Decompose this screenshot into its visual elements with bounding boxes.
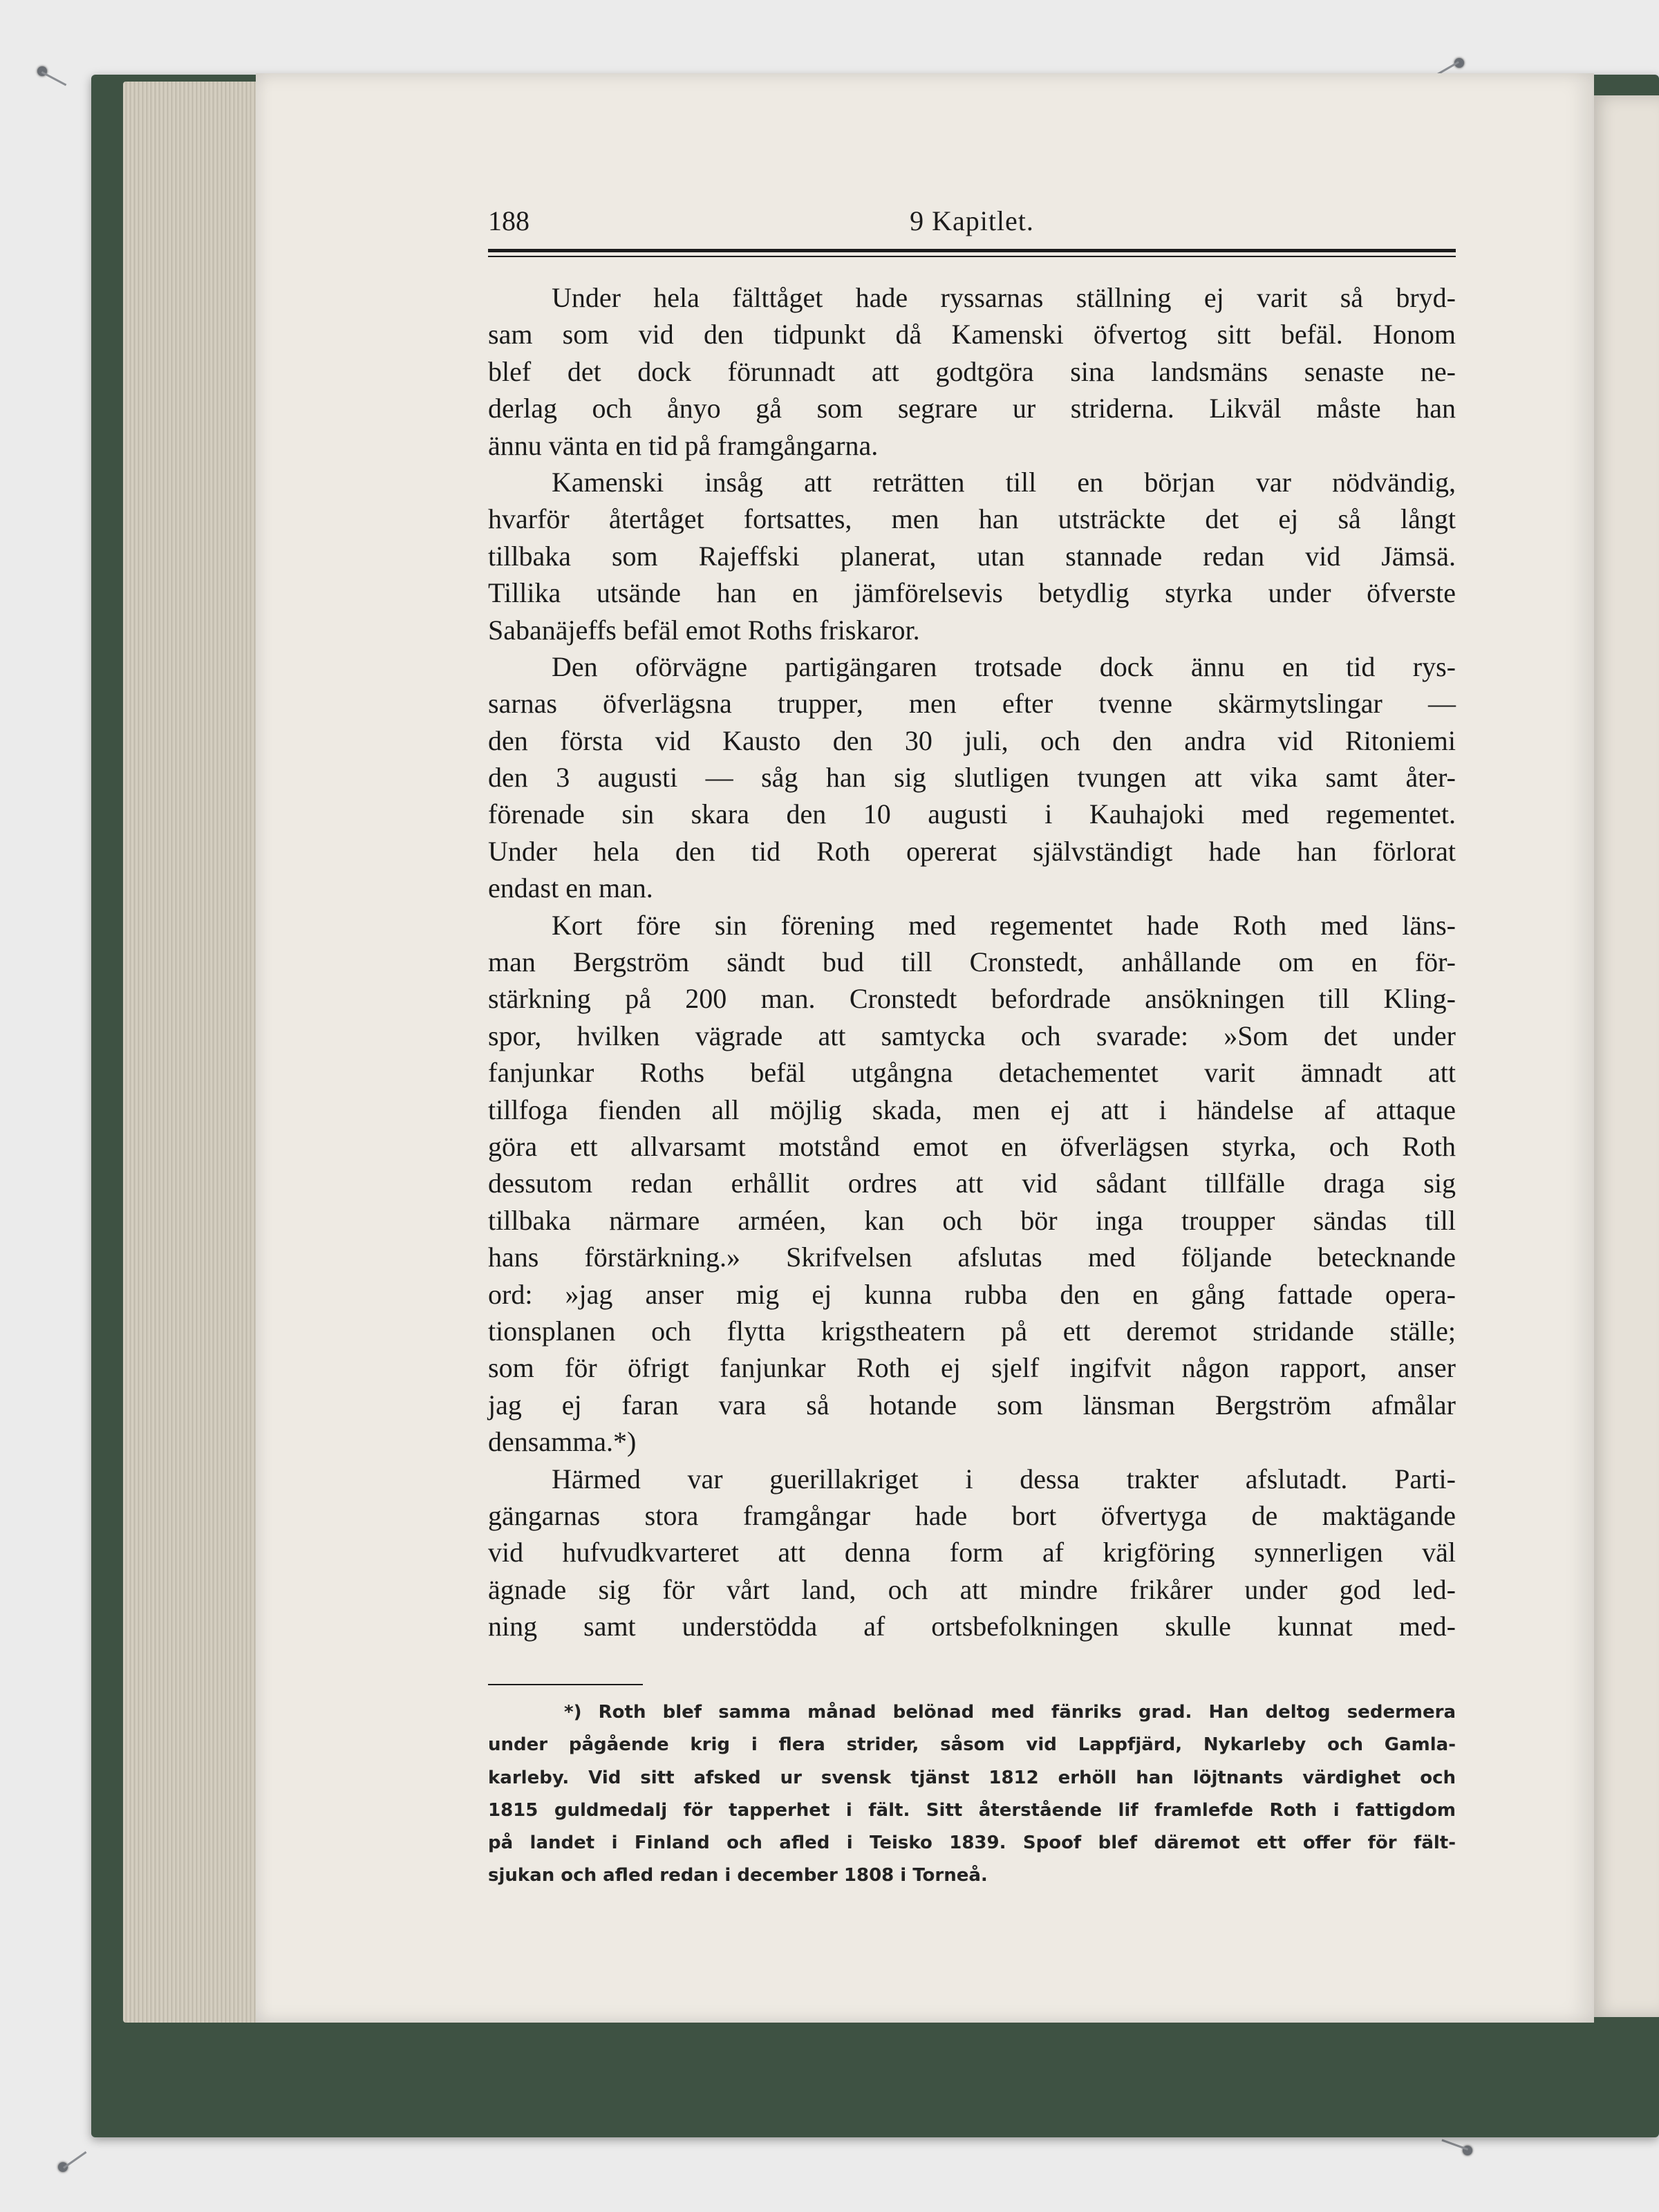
text-line: blef det dock förunnadt att godtgöra sina landsmäns senaste ne- xyxy=(488,355,1456,387)
text-line: som för öfrigt fanjunkar Roth ej sjelf ingifvit någon rapport, anser xyxy=(488,1352,1456,1384)
page-number: 188 xyxy=(488,205,529,236)
text-line: den första vid Kausto den 30 juli, och den andra vid Ritoniemi xyxy=(488,724,1456,756)
text-line: den 3 augusti — såg han sig slutligen tvungen att vika samt åter- xyxy=(488,762,1456,794)
text-line: sam som vid den tidpunkt då Kamenski öfvertog sitt befäl. Honom xyxy=(488,319,1456,350)
footnote-rule xyxy=(488,1684,643,1685)
text-line: vid hufvudkvarteret att denna form af krigföring synnerligen väl xyxy=(488,1537,1456,1568)
footnote-line: *) Roth blef samma månad belönad med fänriks grad. Han deltog sedermera xyxy=(564,1702,1456,1723)
text-line: ord: »jag anser mig ej kunna rubba den en gång fattade opera- xyxy=(488,1278,1456,1310)
text-line: tionsplanen och flytta krigstheatern på ett deremot stridande ställe; xyxy=(488,1315,1456,1347)
text-line: densamma.*) xyxy=(488,1426,637,1458)
pushpin-icon xyxy=(58,2162,68,2172)
header-rule xyxy=(488,249,1456,257)
text-line: tillbaka som Rajeffski planerat, utan stannade redan vid Jämsä. xyxy=(488,540,1456,572)
text-line: jag ej faran vara så hotande som länsman Bergström afmålar xyxy=(488,1389,1456,1421)
text-line: Den oförvägne partigängaren trotsade dock ännu en tid rys- xyxy=(552,650,1456,682)
footnote-line: på landet i Finland och afled i Teisko 1839. Spoof blef däremot ett offer för fält- xyxy=(488,1833,1456,1854)
text-line: Kamenski insåg att reträtten till en början var nödvändig, xyxy=(552,466,1456,498)
text-line: Tillika utsände han en jämförelsevis betydlig styrka under öfverste xyxy=(488,577,1456,609)
pushpin-icon xyxy=(1463,2146,1472,2155)
text-line: tillbaka närmare arméen, kan och bör inga troupper sändas till xyxy=(488,1204,1456,1236)
text-line: Under hela fälttåget hade ryssarnas ställning ej varit så bryd- xyxy=(552,282,1456,313)
text-line: Kort före sin förening med regementet hade Roth med läns- xyxy=(552,909,1456,941)
text-line: förenade sin skara den 10 augusti i Kauhajoki med regementet. xyxy=(488,798,1456,830)
pushpin-icon xyxy=(37,66,47,76)
text-line: hvarför återtåget fortsattes, men han utsträckte det ej så långt xyxy=(488,503,1456,535)
page-header xyxy=(488,205,1456,243)
footnote-line: under pågående krig i flera strider, såsom vid Lappfjärd, Nykarleby och Gamla- xyxy=(488,1734,1456,1756)
text-line: spor, hvilken vägrade att samtycka och svarade: »Som det under xyxy=(488,1020,1456,1051)
text-line: Härmed var guerillakriget i dessa trakter afslutadt. Parti- xyxy=(552,1463,1456,1494)
text-line: ägnade sig för vårt land, och att mindre frikårer under god led- xyxy=(488,1573,1456,1605)
text-line: fanjunkar Roths befäl utgångna detachementet varit ämnadt att xyxy=(488,1057,1456,1089)
facing-page-edge xyxy=(1587,95,1659,2017)
body-text xyxy=(488,279,1456,1644)
footnote-line: karleby. Vid sitt afsked ur svensk tjänst 1812 erhöll han löjtnants värdighet och xyxy=(488,1767,1456,1788)
page-edges xyxy=(123,82,261,2023)
text-line: tillfoga fienden all möjlig skada, men ej att i händelse af attaque xyxy=(488,1094,1456,1125)
text-line: sarnas öfverlägsna trupper, men efter tvenne skärmytslingar — xyxy=(488,688,1456,720)
pushpin-icon xyxy=(1454,58,1464,68)
text-line: endast en man. xyxy=(488,872,653,904)
text-line: ning samt understödda af ortsbefolkningen skulle kunnat med- xyxy=(488,1611,1456,1642)
text-line: gängarnas stora framgångar hade bort öfvertyga de maktägande xyxy=(488,1499,1456,1531)
footnote xyxy=(488,1696,1456,1893)
text-line: man Bergström sändt bud till Cronstedt, anhållande om en för- xyxy=(488,946,1456,978)
text-line: ännu vänta en tid på framgångarna. xyxy=(488,429,879,461)
running-head: 9 Kapitlet. xyxy=(910,205,1034,236)
text-line: derlag och ånyo gå som segrare ur striderna. Likväl måste han xyxy=(488,393,1456,424)
text-line: Sabanäjeffs befäl emot Roths friskaror. xyxy=(488,614,920,646)
footnote-line: 1815 guldmedalj för tapperhet i fält. Sitt återstående lif framlefde Roth i fattigdom xyxy=(488,1799,1456,1821)
text-line: göra ett allvarsamt motstånd emot en öfverlägsen styrka, och Roth xyxy=(488,1130,1456,1162)
text-line: dessutom redan erhållit ordres att vid sådant tillfälle draga sig xyxy=(488,1168,1456,1199)
text-line: hans förstärkning.» Skrifvelsen afslutas med följande betecknande xyxy=(488,1241,1456,1273)
text-line: stärkning på 200 man. Cronstedt befordrade ansökningen till Kling- xyxy=(488,983,1456,1015)
text-line: Under hela den tid Roth opererat självständigt hade han förlorat xyxy=(488,835,1456,867)
footnote-line: sjukan och afled redan i december 1808 i Torneå. xyxy=(488,1865,988,1886)
